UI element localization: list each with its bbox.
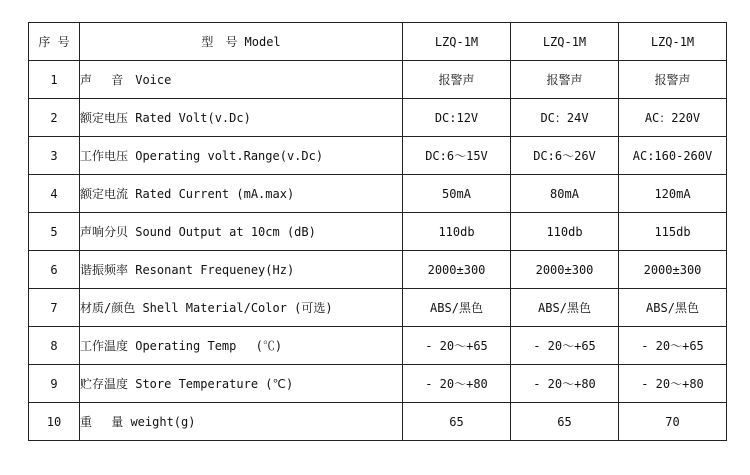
row-value: 120mA	[619, 175, 727, 213]
row-value: 2000±300	[403, 251, 511, 289]
row-value: - 20～+65	[511, 327, 619, 365]
row-name: 额定电压 Rated Volt(v.Dc)	[80, 99, 403, 137]
row-name: 贮存温度 Store Temperature (℃)	[80, 365, 403, 403]
row-value: DC:6～26V	[511, 137, 619, 175]
row-index: 1	[29, 61, 80, 99]
table-row	[29, 99, 727, 137]
row-name: 额定电流 Rated Current (mA.max)	[80, 175, 403, 213]
header-index: 序 号	[29, 23, 80, 61]
row-value: DC:12V	[403, 99, 511, 137]
row-value: 报警声	[403, 61, 511, 99]
row-value: ABS/黑色	[619, 289, 727, 327]
row-value: AC:160-260V	[619, 137, 727, 175]
row-name: 材质/颜色 Shell Material/Color (可选)	[80, 289, 403, 327]
row-index: 3	[29, 137, 80, 175]
row-name: 谐振频率 Resonant Frequeney(Hz)	[80, 251, 403, 289]
row-value: 2000±300	[619, 251, 727, 289]
row-value: 115db	[619, 213, 727, 251]
row-value: 70	[619, 403, 727, 441]
header-model-1: LZQ-1M	[403, 23, 511, 61]
header-model-2: LZQ-1M	[511, 23, 619, 61]
row-index: 10	[29, 403, 80, 441]
row-value: - 20～+80	[619, 365, 727, 403]
row-value: 110db	[511, 213, 619, 251]
row-value: 110db	[403, 213, 511, 251]
row-value: - 20～+80	[403, 365, 511, 403]
table-row	[29, 213, 727, 251]
header-model-3: LZQ-1M	[619, 23, 727, 61]
table-row	[29, 289, 727, 327]
row-value: 报警声	[619, 61, 727, 99]
table-row	[29, 403, 727, 441]
row-index: 7	[29, 289, 80, 327]
row-index: 4	[29, 175, 80, 213]
table-row	[29, 251, 727, 289]
row-value: DC：24V	[511, 99, 619, 137]
row-index: 9	[29, 365, 80, 403]
row-index: 2	[29, 99, 80, 137]
row-value: 2000±300	[511, 251, 619, 289]
row-name: 声 音 Voice	[80, 61, 403, 99]
table-row	[29, 327, 727, 365]
table-header-row	[29, 23, 727, 61]
spec-table	[28, 22, 727, 441]
row-value: AC：220V	[619, 99, 727, 137]
row-index: 8	[29, 327, 80, 365]
row-value: 80mA	[511, 175, 619, 213]
row-value: DC:6～15V	[403, 137, 511, 175]
row-value: - 20～+65	[403, 327, 511, 365]
table-row	[29, 137, 727, 175]
table-row	[29, 61, 727, 99]
row-name: 重 量 weight(g)	[80, 403, 403, 441]
table-row	[29, 175, 727, 213]
row-value: 65	[511, 403, 619, 441]
row-value: ABS/黑色	[511, 289, 619, 327]
table-row	[29, 365, 727, 403]
row-value: 65	[403, 403, 511, 441]
row-name: 工作电压 Operating volt.Range(v.Dc)	[80, 137, 403, 175]
row-index: 6	[29, 251, 80, 289]
row-value: - 20～+80	[511, 365, 619, 403]
row-value: 50mA	[403, 175, 511, 213]
row-index: 5	[29, 213, 80, 251]
row-value: 报警声	[511, 61, 619, 99]
header-model: 型 号 Model	[80, 23, 403, 61]
row-name: 声响分贝 Sound Output at 10cm (dB)	[80, 213, 403, 251]
row-value: - 20～+65	[619, 327, 727, 365]
row-name: 工作温度 Operating Temp (℃)	[80, 327, 403, 365]
row-value: ABS/黑色	[403, 289, 511, 327]
